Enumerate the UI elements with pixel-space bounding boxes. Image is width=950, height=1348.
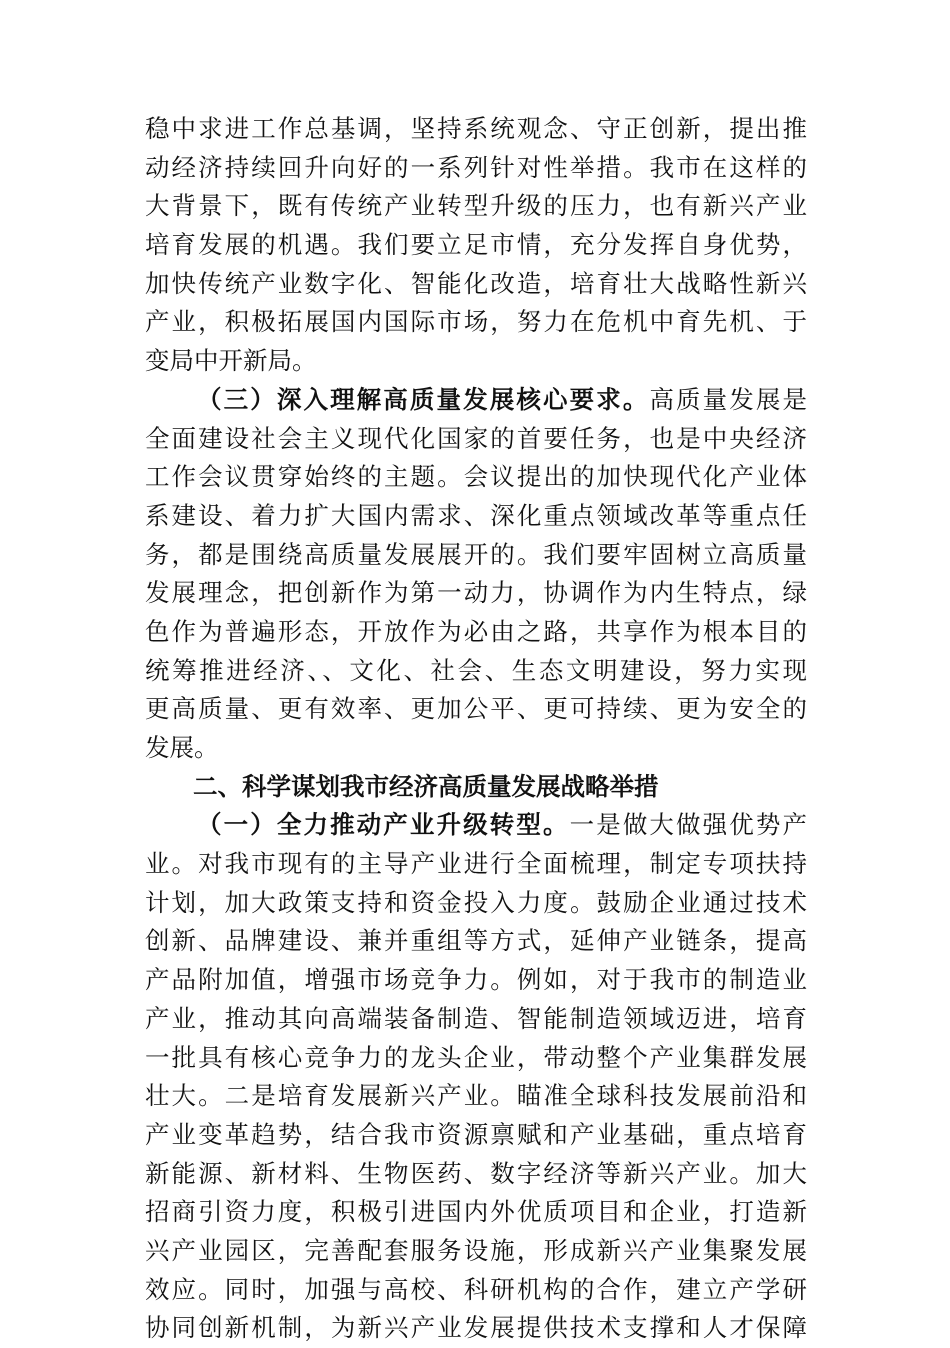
paragraph-line: 工作会议贯穿始终的主题。会议提出的加快现代化产业体 [145,462,807,492]
paragraph-line: 稳中求进工作总基调，坚持系统观念、守正创新，提出推 [145,114,807,143]
section-heading-2: 二、科学谋划我市经济高质量发展战略举措 [193,771,659,801]
paragraph-line: 色作为普遍形态，开放作为必由之路，共享作为根本目的 [145,616,807,646]
paragraph-line: 务，都是围绕高质量发展展开的。我们要牢固树立高质量 [145,539,807,569]
paragraph-line: 产业，积极拓展国内国际市场，努力在危机中育先机、于 [145,307,807,337]
paragraph-line: 培育发展的机遇。我们要立足市情，充分发挥自身优势， [145,230,807,260]
paragraph-line: 产业，推动其向高端装备制造、智能制造领域迈进，培育 [145,1003,807,1033]
paragraph-line: 计划，加大政策支持和资金投入力度。鼓励企业通过技术 [145,887,807,917]
paragraph-line: 更高质量、更有效率、更加公平、更可持续、更为安全的 [145,694,807,724]
paragraph-line-rest: 一是做大做强优势产 [569,810,807,840]
paragraph-line: 招商引资力度，积极引进国内外优质项目和企业，打造新 [145,1197,807,1227]
paragraph-line: 协同创新机制，为新兴产业发展提供技术支撑和人才保障 [145,1313,807,1343]
document-body [145,110,807,1348]
paragraph-line: 大背景下，既有传统产业转型升级的压力，也有新兴产业 [145,191,807,221]
paragraph-first-line [145,806,807,845]
paragraph-line: 产品附加值，增强市场竞争力。例如，对于我市的制造业 [145,965,807,995]
paragraph-line: 动经济持续回升向好的一系列针对性举措。我市在这样的 [145,152,807,182]
paragraph-line: 兴产业园区，完善配套服务设施，形成新兴产业集聚发展 [145,1235,807,1265]
paragraph-line: 系建设、着力扩大国内需求、深化重点领域改革等重点任 [145,500,807,530]
section-lead-1: （一）全力推动产业升级转型。 [197,810,570,840]
paragraph-line: 加快传统产业数字化、智能化改造，培育壮大战略性新兴 [145,268,807,298]
paragraph-line-rest: 高质量发展是 [649,384,807,414]
paragraph-line: 创新、品牌建设、兼并重组等方式，延伸产业链条，提高 [145,926,807,956]
paragraph-line: 统筹推进经济、、文化、社会、生态文明建设，努力实现 [145,655,807,685]
paragraph-line: 变局中开新局。 [145,346,317,376]
paragraph-line: 全面建设社会主义现代化国家的首要任务，也是中央经济 [145,423,807,453]
paragraph-line: 效应。同时，加强与高校、科研机构的合作，建立产学研 [145,1274,807,1304]
paragraph-line: 产业变革趋势，结合我市资源禀赋和产业基础，重点培育 [145,1119,807,1149]
paragraph-line: 新能源、新材料、生物医药、数字经济等新兴产业。加大 [145,1158,807,1188]
paragraph-line: 壮大。二是培育发展新兴产业。瞄准全球科技发展前沿和 [145,1081,807,1111]
paragraph-line: 发展。 [145,733,219,762]
paragraph-first-line [145,381,807,420]
section-lead-3: （三）深入理解高质量发展核心要求。 [197,384,650,414]
paragraph-line: 发展理念，把创新作为第一动力，协调作为内生特点，绿 [145,578,807,608]
paragraph-line: 一批具有核心竞争力的龙头企业，带动整个产业集群发展 [145,1042,807,1072]
paragraph-line: 业。对我市现有的主导产业进行全面梳理，制定专项扶持 [145,849,807,879]
